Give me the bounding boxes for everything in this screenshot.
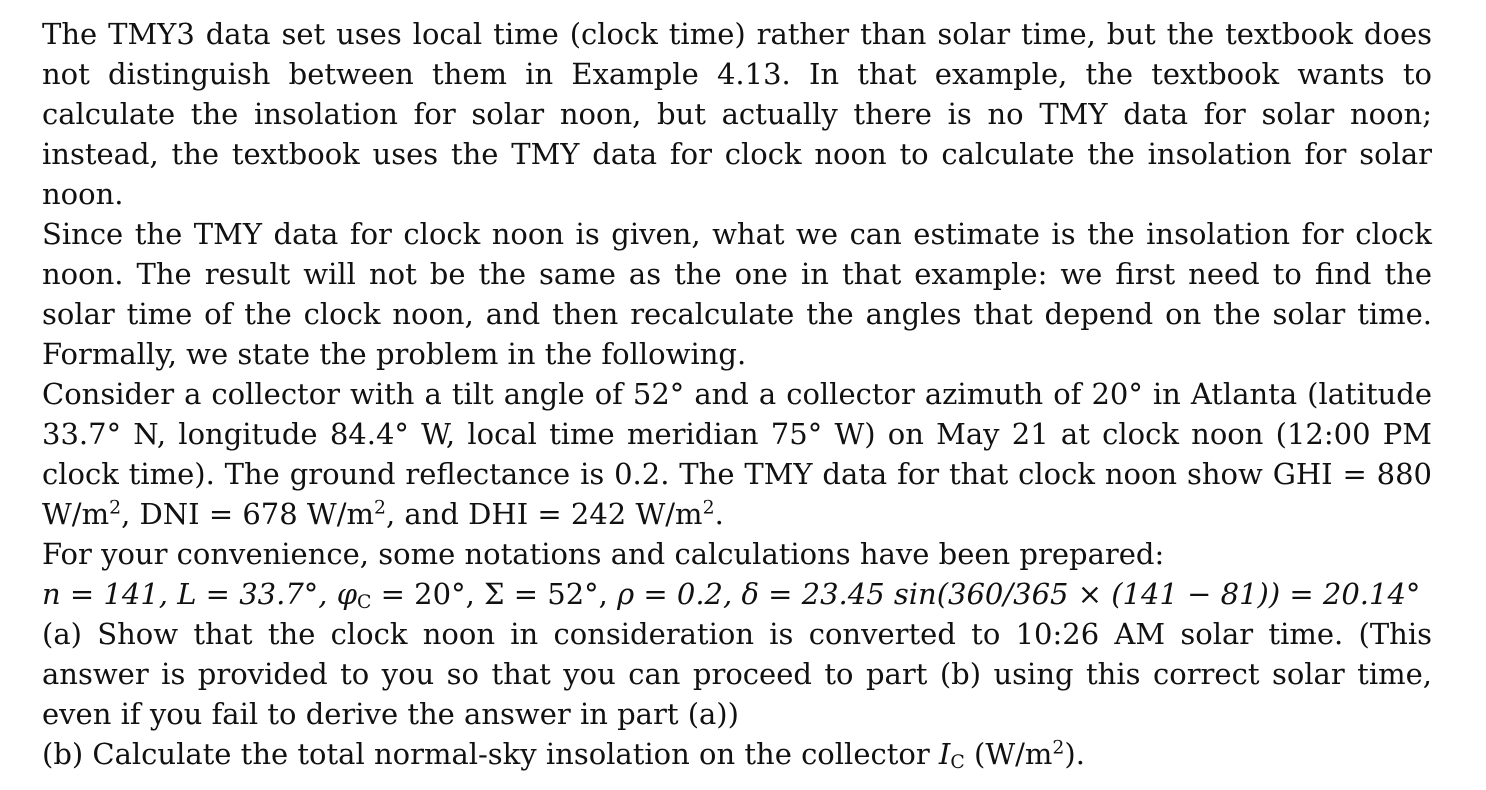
paragraph-text: For your convenience, some notations and calculations have been prepared: xyxy=(42,537,1165,571)
paragraph-text: Since the TMY data for clock noon is given, what we can estimate is the insolation for clock noon. The result will not be the same as the one in that example: we first need to find the solar time of the clock noon, and then recalculate the angles that depend on the solar time. Formally, we state the problem in the following. xyxy=(42,217,1432,371)
superscript: 2 xyxy=(109,497,122,519)
part-a-text: (a) Show that the clock noon in consideration is converted to 10:26 AM solar time. (This answer is provided to you so that you can proceed to part (b) using this correct solar time, even if you fail to derive the answer in part (a)) xyxy=(42,617,1432,731)
units-open: (W/m xyxy=(964,737,1053,771)
problem-document xyxy=(42,14,1432,774)
formula-line xyxy=(42,574,1432,614)
units-close: ). xyxy=(1064,737,1085,771)
collector-insolation-symbol: I xyxy=(938,737,951,771)
paragraph-convenience-note xyxy=(42,534,1432,574)
paragraph-clock-noon-estimate xyxy=(42,214,1432,374)
period: . xyxy=(714,497,724,531)
paragraph-text: Consider a collector with a tilt angle of 52° and a collector azimuth of 20° in Atlanta (latitude 33.7° N, longitude 84.4° W, local time meridian 75° W) on May 21 at clock noon (12:00 PM clock time). The ground reflectance is 0.2. The TMY data for that clock noon show GHI = 880 W/m xyxy=(42,377,1432,531)
paragraph-tmy3-clock-time xyxy=(42,14,1432,214)
collector-subscript: C xyxy=(950,751,965,773)
formula-sigma: Σ = 52°, xyxy=(484,577,618,611)
dni-text: , DNI = 678 W/m xyxy=(121,497,374,531)
formula-latitude: L = 33.7°, xyxy=(177,577,337,611)
formula-n: n = 141, xyxy=(42,577,178,611)
formula-delta: δ = 23.45 sin(360/365 × (141 − 81)) = 20.14° xyxy=(741,577,1421,611)
part-a xyxy=(42,614,1432,734)
formula-phi-subscript: C xyxy=(357,591,372,613)
paragraph-problem-statement xyxy=(42,374,1432,534)
part-b xyxy=(42,734,1432,774)
formula-phi-symbol: φ xyxy=(336,577,358,611)
paragraph-text: The TMY3 data set uses local time (clock time) rather than solar time, but the textbook does not distinguish between them in Example 4.13. In that example, the textbook wants to calculate the insolation for solar noon, but actually there is no TMY data for solar noon; instead, the textbook uses the TMY data for clock noon to calculate the insolation for solar noon. xyxy=(42,17,1432,211)
superscript: 2 xyxy=(373,497,386,519)
part-b-text: (b) Calculate the total normal-sky insolation on the collector xyxy=(42,737,939,771)
formula-rho: ρ = 0.2, xyxy=(617,577,742,611)
superscript: 2 xyxy=(702,497,715,519)
superscript: 2 xyxy=(1052,737,1065,759)
formula-phi-value: = 20°, xyxy=(371,577,485,611)
dhi-text: , and DHI = 242 W/m xyxy=(385,497,703,531)
